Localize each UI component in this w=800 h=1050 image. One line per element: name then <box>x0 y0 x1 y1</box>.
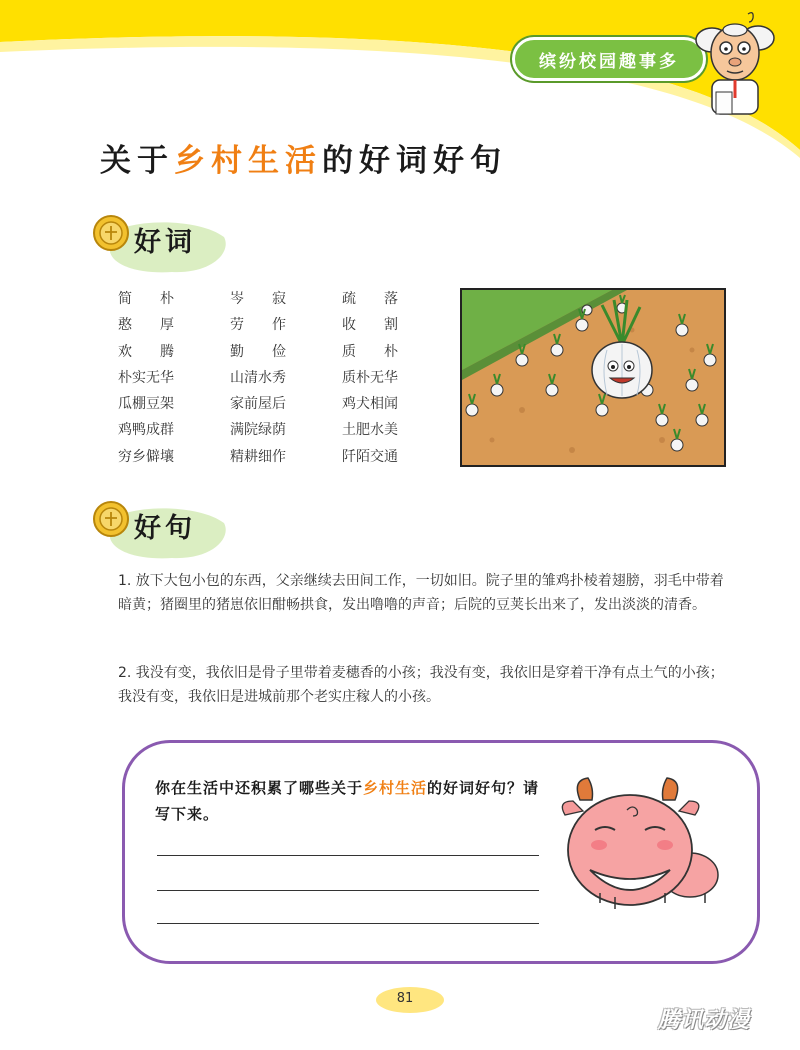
word-item: 鸡鸭成群 <box>118 422 174 439</box>
page-title-prefix: 关于 <box>100 143 174 179</box>
writing-prompt-highlight: 乡村生活 <box>363 779 428 797</box>
words-section-label: 好词 <box>134 227 196 258</box>
header-badge <box>512 37 706 81</box>
writing-prompt <box>155 775 555 827</box>
word-item: 满院绿荫 <box>230 422 286 439</box>
word-item: 阡陌交通 <box>342 448 398 465</box>
word-item: 欢 腾 <box>118 343 174 360</box>
writing-line[interactable] <box>157 855 539 856</box>
word-item: 劳 作 <box>230 317 286 334</box>
word-item: 朴实无华 <box>118 369 174 386</box>
word-item: 质 朴 <box>342 343 398 360</box>
page-title-suffix: 的好词好句 <box>322 143 507 179</box>
words-section-header <box>92 212 242 272</box>
sentences-section-header <box>92 498 242 558</box>
writing-line[interactable] <box>157 890 539 891</box>
writing-prompt-prefix: 你在生活中还积累了哪些关于 <box>155 779 364 797</box>
sentence-item: 2. 我没有变，我依旧是骨子里带着麦穗香的小孩；我没有变，我依旧是穿着干净有点土气的小孩；我没有变，我依旧是进城前那个老实庄稼人的小孩。 <box>118 665 724 705</box>
onion-field-drawing <box>462 290 724 465</box>
word-item: 土肥水美 <box>342 422 398 439</box>
writing-line[interactable] <box>157 923 539 924</box>
word-item: 精耕细作 <box>230 448 286 465</box>
word-item: 疏 落 <box>342 291 398 307</box>
professor-mascot-icon <box>690 8 780 120</box>
word-item: 山清水秀 <box>230 369 286 386</box>
word-item: 鸡犬相闻 <box>342 396 398 413</box>
word-item: 岑 寂 <box>230 291 286 307</box>
word-item: 瓜棚豆架 <box>118 396 174 413</box>
header-badge-text: 缤纷校园趣事多 <box>539 51 679 72</box>
watermark: 腾讯动漫 <box>658 1008 751 1033</box>
sentence-item: 1. 放下大包小包的东西，父亲继续去田间工作，一切如旧。院子里的雏鸡扑棱着翅膀，羽毛中带着暗黄；猪圈里的猪崽依旧酣畅拱食，发出噜噜的声音；后院的豆荚长出来了，发出淡淡的清香。 <box>118 573 724 613</box>
sentences-section-label: 好句 <box>134 513 196 544</box>
pig-mascot-icon <box>555 775 725 915</box>
word-item: 质朴无华 <box>342 369 398 386</box>
coin-icon <box>92 214 130 252</box>
word-item: 收 割 <box>342 317 398 334</box>
page-title-highlight: 乡村生活 <box>174 143 322 179</box>
word-item: 憨 厚 <box>118 317 174 334</box>
word-item: 穷乡僻壤 <box>118 448 174 465</box>
writing-prompt-suffix: 的好词好句？请写下来。 <box>155 779 540 823</box>
word-list <box>118 288 448 472</box>
word-item: 家前屋后 <box>230 396 286 413</box>
page-title <box>100 135 507 180</box>
word-item: 勤 俭 <box>230 343 286 360</box>
page-number: 81 <box>396 991 414 1006</box>
word-item: 简 朴 <box>118 291 174 307</box>
coin-icon <box>92 500 130 538</box>
onion-field-illustration <box>460 288 726 467</box>
